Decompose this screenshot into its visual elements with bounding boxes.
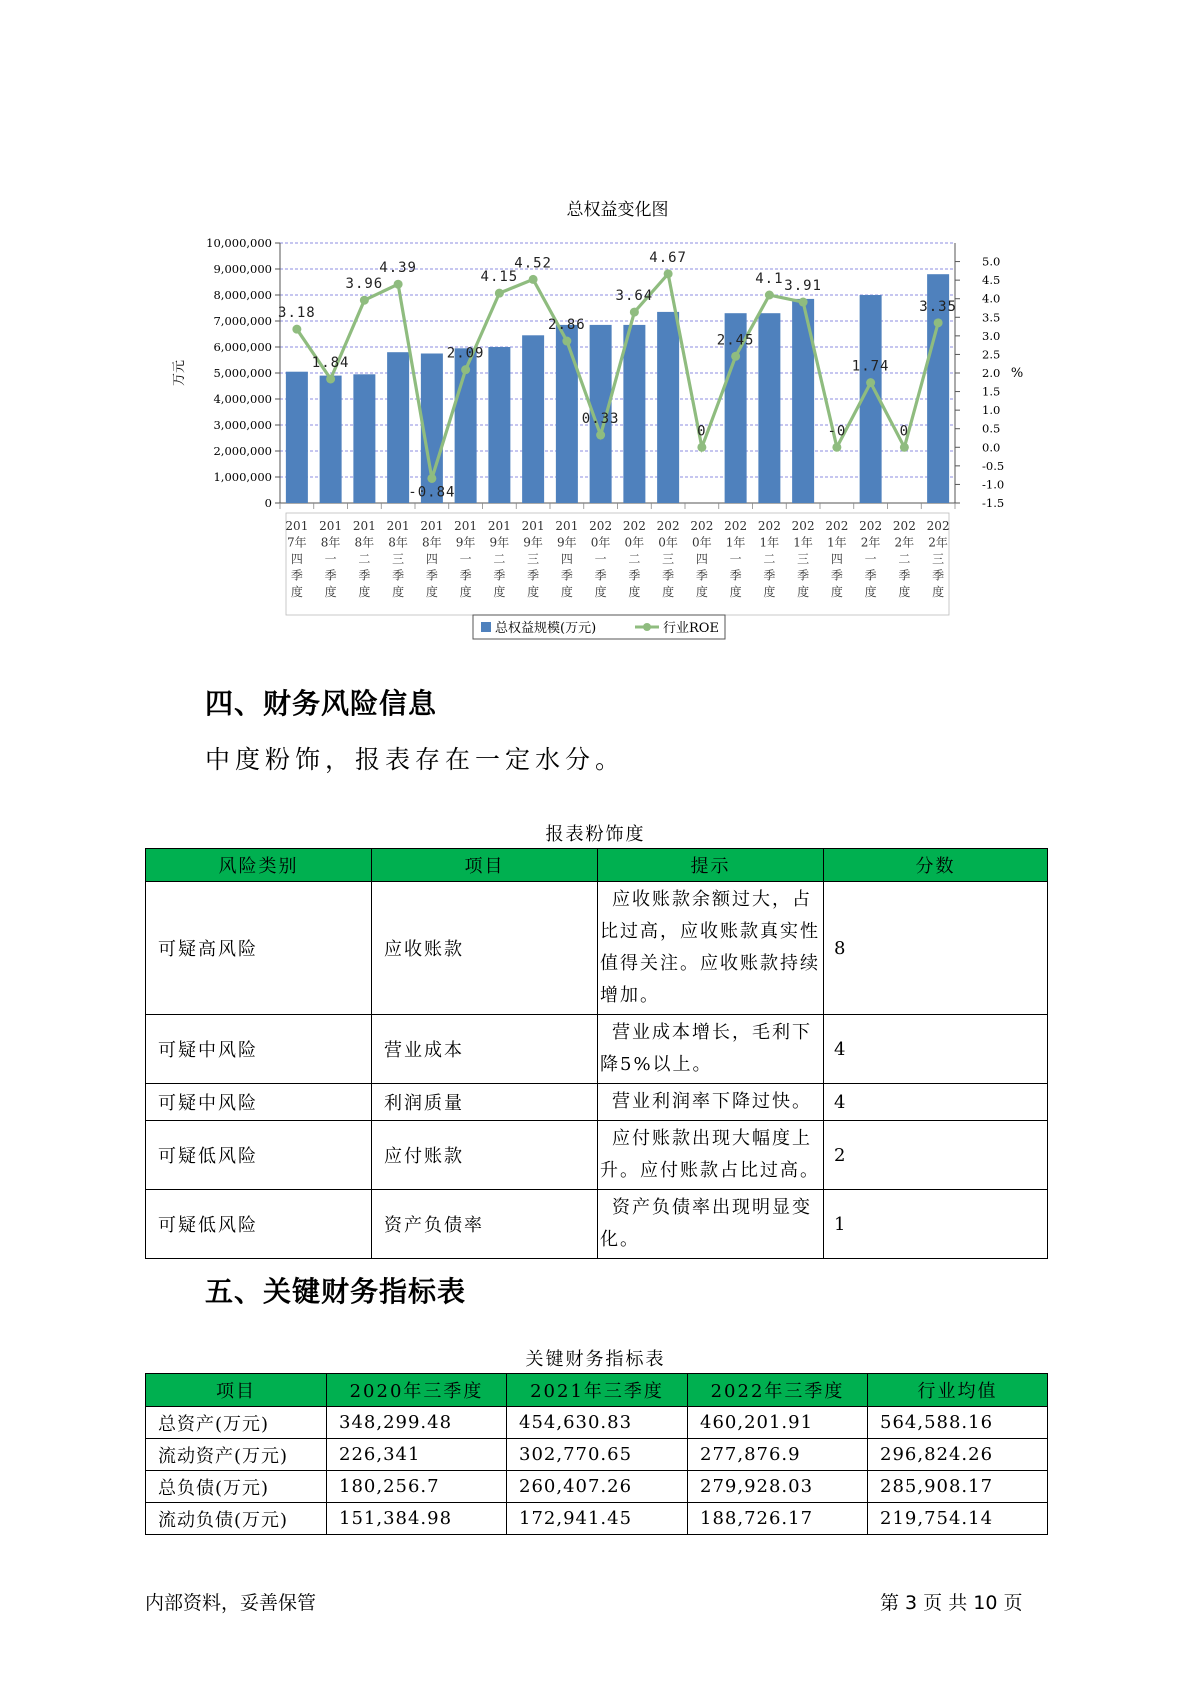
x-tick-label: 三 [797, 552, 810, 566]
bar [657, 312, 679, 503]
chart-title: 总权益变化图 [566, 200, 669, 220]
legend-line-label: 行业ROE [663, 621, 719, 636]
x-tick-label: 201 [487, 519, 511, 533]
risk-score-cell: 4 [824, 1084, 1048, 1121]
table-row [146, 1121, 1048, 1190]
roe-point [697, 443, 706, 452]
y-right-tick-label: 3.5 [982, 310, 1001, 325]
table-row [146, 882, 1048, 1015]
bar [387, 352, 409, 503]
x-tick-label: 0年 [658, 535, 678, 550]
x-tick-label: 7年 [287, 535, 307, 550]
roe-data-label: 4.67 [649, 249, 687, 266]
roe-point [664, 269, 673, 278]
footer-confidential: 内部资料，妥善保管 [145, 1592, 317, 1614]
x-tick-label: 二 [628, 552, 641, 566]
x-tick-label: 三 [527, 552, 540, 566]
bar [556, 325, 578, 503]
x-tick-label: 度 [662, 585, 675, 599]
x-tick-label: 度 [290, 585, 303, 599]
x-tick-label: 度 [797, 585, 810, 599]
x-tick-label: 201 [555, 519, 579, 533]
x-tick-label: 三 [662, 552, 675, 566]
roe-point [765, 291, 774, 300]
kfi-value-cell: 188,726.17 [688, 1503, 868, 1535]
y-left-tick-label: 9,000,000 [213, 262, 272, 276]
y-left-tick-label: 4,000,000 [213, 392, 272, 406]
kfi-value-cell: 296,824.26 [868, 1439, 1048, 1471]
risk-hint-cell: 应收账款余额过大，占比过高，应收账款真实性值得关注。应收账款持续增加。 [598, 882, 824, 1015]
x-tick-label: 201 [352, 519, 376, 533]
risk-summary-text: 中度粉饰，报表存在一定水分。 [205, 745, 626, 774]
risk-category-cell: 可疑高风险 [146, 882, 372, 1015]
x-tick-label: 季 [560, 568, 573, 583]
bar [488, 347, 510, 503]
risk-category-cell: 可疑低风险 [146, 1121, 372, 1190]
x-tick-label: 度 [493, 585, 506, 599]
risk-category-cell: 可疑中风险 [146, 1084, 372, 1121]
x-tick-label: 9年 [455, 535, 476, 550]
x-tick-label: 度 [594, 585, 607, 599]
table-row [146, 1503, 1048, 1535]
x-label-frame [286, 513, 949, 615]
table-row [146, 1471, 1048, 1503]
bar [623, 325, 645, 503]
x-tick-label: 季 [290, 568, 303, 583]
x-tick-label: 202 [892, 519, 916, 533]
risk-item-cell: 资产负债率 [372, 1190, 598, 1259]
header-risk-category: 风险类别 [146, 849, 372, 882]
risk-category-cell: 可疑低风险 [146, 1190, 372, 1259]
y-left-tick-label: 6,000,000 [213, 340, 272, 354]
x-tick-label: 9年 [489, 535, 510, 550]
y-right-tick-label: 5.0 [982, 254, 1001, 269]
x-tick-label: 一 [729, 552, 742, 566]
x-tick-label: 一 [459, 552, 472, 566]
y-left-tick-label: 1,000,000 [213, 470, 272, 484]
y-right-tick-label: 2.0 [982, 366, 1001, 380]
x-tick-label: 三 [392, 552, 405, 566]
roe-data-label: 4.52 [514, 255, 552, 272]
x-tick-label: 0年 [692, 535, 712, 550]
kfi-value-cell: 285,908.17 [868, 1471, 1048, 1503]
roe-data-label: 2.86 [548, 317, 586, 334]
kfi-table-header [146, 1374, 1048, 1407]
risk-item-cell: 应付账款 [372, 1121, 598, 1190]
roe-data-label: 2.45 [716, 332, 755, 349]
y-right-tick-label: -1.5 [982, 496, 1005, 510]
x-tick-label: 度 [695, 585, 708, 599]
roe-point [427, 474, 436, 483]
risk-table-caption: 报表粉饰度 [545, 824, 646, 845]
y-right-tick-label: 1.0 [982, 403, 1001, 418]
y-left-tick-label: 5,000,000 [213, 366, 272, 380]
risk-score-cell: 8 [824, 882, 1048, 1015]
equity-chart [172, 195, 1024, 665]
x-tick-label: 度 [830, 585, 843, 599]
y-right-tick-label: -1.0 [982, 477, 1005, 492]
risk-category-cell: 可疑中风险 [146, 1015, 372, 1084]
y-right-tick-label: 2.5 [982, 347, 1001, 362]
roe-point [562, 337, 571, 346]
kfi-value-cell: 226,341 [327, 1439, 507, 1471]
y-right-tick-label: 4.5 [982, 273, 1001, 288]
x-tick-label: 202 [757, 519, 781, 533]
roe-point [292, 325, 301, 334]
table-row [146, 1407, 1048, 1439]
roe-data-label: 4.39 [379, 260, 417, 277]
x-tick-label: 度 [392, 585, 405, 599]
x-tick-label: 8年 [354, 535, 375, 550]
roe-data-label: 3.96 [345, 276, 384, 293]
roe-data-label: 4.1 [755, 271, 784, 287]
x-tick-label: 202 [690, 519, 714, 533]
roe-point [731, 352, 740, 361]
x-tick-label: 度 [864, 585, 877, 599]
x-tick-label: 2年 [860, 535, 881, 550]
header-2021q3: 2021年三季度 [507, 1374, 688, 1407]
x-tick-label: 201 [285, 519, 309, 533]
kfi-value-cell: 260,407.26 [507, 1471, 688, 1503]
x-tick-label: 202 [926, 519, 950, 533]
x-tick-label: 202 [825, 519, 849, 533]
x-tick-label: 季 [898, 568, 911, 583]
risk-table-header [146, 849, 1048, 882]
header-hint: 提示 [598, 849, 824, 882]
x-tick-label: 202 [656, 519, 680, 533]
table-row [146, 1439, 1048, 1471]
x-tick-label: 8年 [388, 535, 408, 550]
x-tick-label: 度 [763, 585, 776, 599]
x-tick-label: 9年 [523, 535, 543, 550]
x-tick-label: 一 [594, 552, 607, 566]
y-left-tick-label: 2,000,000 [213, 444, 272, 458]
x-tick-label: 0年 [624, 535, 645, 550]
risk-item-cell: 营业成本 [372, 1015, 598, 1084]
x-tick-label: 度 [459, 585, 472, 599]
x-tick-label: 季 [628, 568, 641, 583]
risk-hint-cell: 营业成本增长，毛利下降5%以上。 [598, 1015, 824, 1084]
section-title-key-indicators: 五、关键财务指标表 [205, 1275, 467, 1308]
footer-page-number: 第 3 页 共 10 页 [880, 1592, 1023, 1614]
x-tick-label: 四 [695, 552, 708, 566]
legend-line-marker [643, 623, 651, 631]
x-tick-label: 季 [729, 568, 742, 583]
x-tick-label: 2年 [928, 535, 948, 550]
roe-data-label: 3.35 [919, 298, 957, 315]
roe-point [934, 318, 943, 327]
x-tick-label: 8年 [422, 535, 442, 550]
y-left-tick-label: 8,000,000 [213, 288, 272, 302]
header-item: 项目 [372, 849, 598, 882]
y-right-axis-title: % [1010, 366, 1024, 381]
x-tick-label: 季 [695, 568, 708, 583]
table-row [146, 1015, 1048, 1084]
y-left-tick-label: 0 [264, 496, 272, 510]
risk-score-cell: 1 [824, 1190, 1048, 1259]
bar [320, 376, 342, 503]
x-tick-label: 季 [459, 568, 472, 583]
x-tick-label: 度 [425, 585, 438, 599]
roe-data-label: 0.33 [581, 411, 620, 428]
roe-data-label: 3.91 [784, 278, 822, 295]
x-tick-label: 季 [392, 568, 405, 583]
kfi-value-cell: 219,754.14 [868, 1503, 1048, 1535]
roe-data-label: -0 [827, 423, 847, 440]
x-tick-label: 季 [425, 568, 438, 583]
y-left-tick-label: 10,000,000 [206, 236, 272, 250]
x-tick-label: 季 [830, 568, 843, 583]
x-tick-label: 1年 [793, 535, 813, 550]
bar [522, 335, 544, 503]
y-right-tick-label: 3.0 [982, 328, 1001, 343]
table-row [146, 1084, 1048, 1121]
roe-point [900, 443, 909, 452]
x-tick-label: 201 [420, 519, 444, 533]
roe-data-label: 0 [899, 423, 910, 440]
x-tick-label: 度 [324, 585, 337, 599]
x-tick-label: 季 [358, 568, 371, 583]
x-tick-label: 二 [898, 552, 911, 566]
risk-hint-cell: 营业利润率下降过快。 [598, 1084, 824, 1121]
x-tick-label: 202 [791, 519, 815, 533]
roe-point [394, 280, 403, 289]
kfi-value-cell: 348,299.48 [327, 1407, 507, 1439]
roe-data-label: 3.18 [278, 305, 316, 322]
x-tick-label: 202 [724, 519, 748, 533]
x-tick-label: 四 [425, 552, 438, 566]
kfi-value-cell: 277,876.9 [688, 1439, 868, 1471]
x-tick-label: 季 [527, 568, 540, 583]
x-tick-label: 季 [594, 568, 607, 583]
x-tick-label: 季 [932, 568, 945, 583]
y-right-tick-label: 0.0 [982, 440, 1001, 455]
kfi-label-cell: 流动资产(万元) [146, 1439, 327, 1471]
x-tick-label: 季 [763, 568, 776, 583]
roe-data-label: 1.74 [851, 358, 890, 375]
roe-point [529, 275, 538, 284]
roe-data-label: 2.09 [446, 345, 485, 362]
risk-score-cell: 4 [824, 1015, 1048, 1084]
risk-item-cell: 应收账款 [372, 882, 598, 1015]
roe-point [495, 289, 504, 298]
x-tick-label: 201 [386, 519, 410, 533]
roe-point [596, 431, 605, 440]
x-tick-label: 202 [589, 519, 613, 533]
bar [286, 372, 308, 503]
x-tick-label: 四 [830, 552, 843, 566]
header-industry-avg: 行业均值 [868, 1374, 1048, 1407]
kfi-value-cell: 302,770.65 [507, 1439, 688, 1471]
x-tick-label: 季 [864, 568, 877, 583]
x-tick-label: 8年 [320, 535, 341, 550]
kfi-value-cell: 564,588.16 [868, 1407, 1048, 1439]
y-left-tick-label: 7,000,000 [213, 314, 272, 328]
header-score: 分数 [824, 849, 1048, 882]
table-row [146, 1190, 1048, 1259]
kfi-label-cell: 总负债(万元) [146, 1471, 327, 1503]
x-tick-label: 度 [729, 585, 742, 599]
y-left-axis-title: 万元 [172, 359, 187, 387]
risk-hint-cell: 应付账款出现大幅度上升。应付账款占比过高。 [598, 1121, 824, 1190]
x-tick-label: 201 [521, 519, 545, 533]
x-tick-label: 季 [662, 568, 675, 583]
roe-data-label: -0.84 [408, 484, 456, 501]
kfi-value-cell: 279,928.03 [688, 1471, 868, 1503]
roe-point [799, 298, 808, 307]
roe-point [630, 308, 639, 317]
x-tick-label: 1年 [827, 535, 847, 550]
x-tick-label: 度 [358, 585, 371, 599]
x-tick-label: 季 [493, 568, 506, 583]
kfi-value-cell: 151,384.98 [327, 1503, 507, 1535]
risk-hint-cell: 资产负债率出现明显变化。 [598, 1190, 824, 1259]
x-tick-label: 四 [290, 552, 303, 566]
x-tick-label: 度 [932, 585, 945, 599]
legend-bar-swatch [481, 622, 491, 632]
x-tick-label: 四 [560, 552, 573, 566]
y-left-tick-label: 3,000,000 [213, 418, 272, 432]
y-right-tick-label: -0.5 [982, 458, 1005, 473]
kfi-value-cell: 460,201.91 [688, 1407, 868, 1439]
bar [758, 313, 780, 503]
x-tick-label: 季 [324, 568, 337, 583]
header-2020q3: 2020年三季度 [327, 1374, 507, 1407]
risk-score-cell: 2 [824, 1121, 1048, 1190]
y-right-tick-label: 4.0 [982, 291, 1001, 306]
x-tick-label: 度 [560, 585, 573, 599]
roe-data-label: 3.64 [615, 288, 654, 305]
kfi-value-cell: 454,630.83 [507, 1407, 688, 1439]
x-tick-label: 1年 [725, 535, 746, 550]
x-tick-label: 二 [493, 552, 506, 566]
x-tick-label: 一 [324, 552, 337, 566]
x-tick-label: 度 [898, 585, 911, 599]
legend-bar-label: 总权益规模(万元) [495, 621, 597, 636]
x-tick-label: 0年 [590, 535, 611, 550]
risk-table [145, 848, 1048, 1259]
roe-point [360, 296, 369, 305]
roe-data-label: 4.15 [480, 269, 519, 286]
x-tick-label: 202 [622, 519, 646, 533]
x-tick-label: 度 [628, 585, 641, 599]
roe-point [461, 365, 470, 374]
bar [353, 374, 375, 503]
header-2022q3: 2022年三季度 [688, 1374, 868, 1407]
y-right-tick-label: 1.5 [982, 384, 1001, 399]
x-tick-label: 201 [454, 519, 478, 533]
x-tick-label: 9年 [557, 535, 577, 550]
roe-point [326, 374, 335, 383]
roe-point [832, 443, 841, 452]
x-tick-label: 2年 [894, 535, 915, 550]
x-tick-label: 二 [358, 552, 371, 566]
roe-data-label: 1.84 [311, 354, 350, 371]
key-indicators-table [145, 1373, 1048, 1535]
x-tick-label: 季 [797, 568, 810, 583]
roe-point [866, 378, 875, 387]
kfi-value-cell: 172,941.45 [507, 1503, 688, 1535]
x-tick-label: 二 [763, 552, 776, 566]
x-tick-label: 201 [319, 519, 343, 533]
section-title-financial-risk: 四、财务风险信息 [205, 687, 438, 720]
roe-data-label: 0 [697, 423, 707, 440]
x-tick-label: 度 [527, 585, 540, 599]
kfi-value-cell: 180,256.7 [327, 1471, 507, 1503]
kfi-label-cell: 总资产(万元) [146, 1407, 327, 1439]
x-tick-label: 202 [859, 519, 883, 533]
kfi-table-caption: 关键财务指标表 [525, 1349, 666, 1370]
kfi-label-cell: 流动负债(万元) [146, 1503, 327, 1535]
risk-item-cell: 利润质量 [372, 1084, 598, 1121]
x-tick-label: 一 [864, 552, 877, 566]
header-item: 项目 [146, 1374, 327, 1407]
x-tick-label: 1年 [759, 535, 780, 550]
y-right-tick-label: 0.5 [982, 421, 1001, 436]
x-tick-label: 三 [932, 552, 945, 566]
